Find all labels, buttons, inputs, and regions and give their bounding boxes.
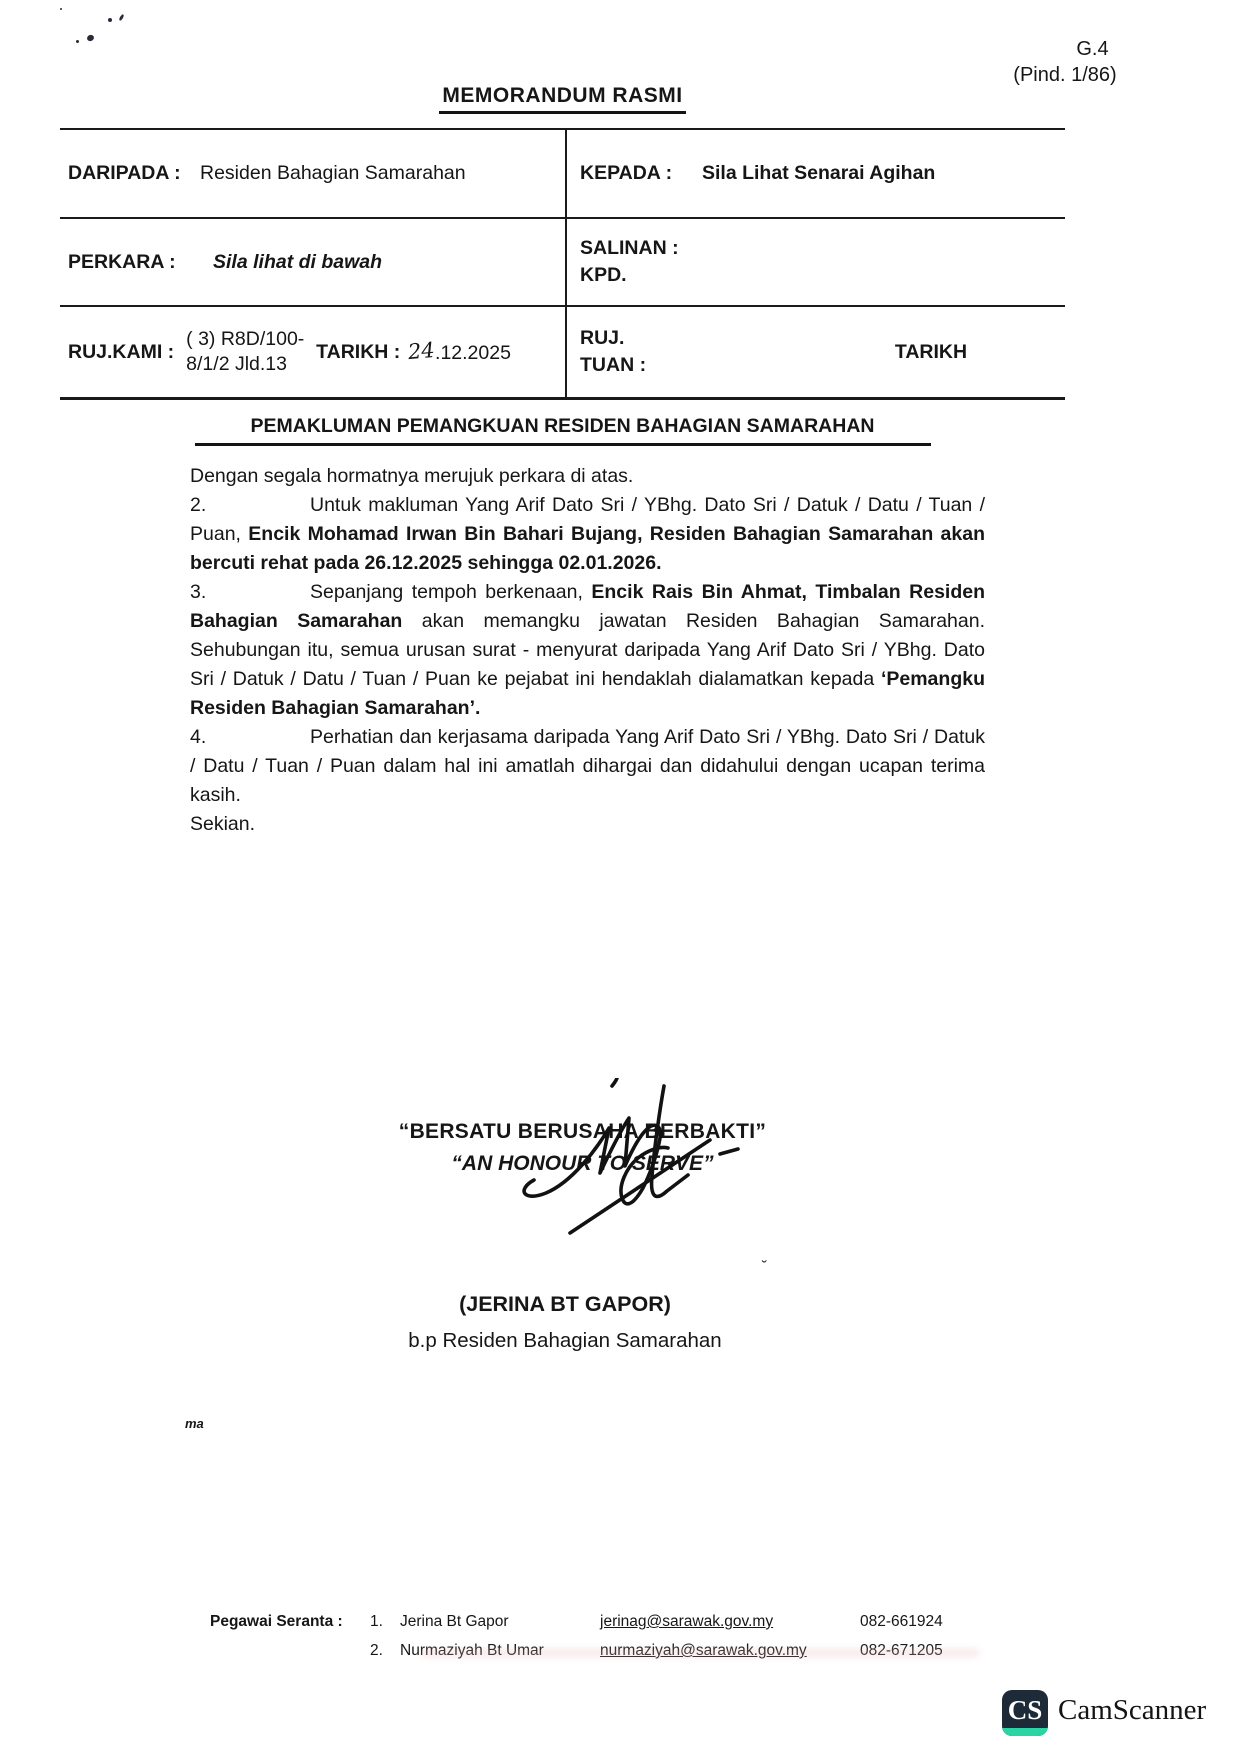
- contact-1-phone: 082-661924: [860, 1613, 943, 1630]
- paragraph-3-bold-name: Encik Rais Bin Ahmat, Timbalan Residen Bahagian Samarahan: [190, 581, 986, 632]
- contact-footer: [0, 1610, 1240, 1680]
- kepada-value: Sila Lihat Senarai Agihan: [702, 162, 936, 184]
- daripada-label: DARIPADA :: [68, 162, 181, 184]
- signatory-behalf: b.p Residen Bahagian Samarahan: [408, 1329, 722, 1352]
- scan-speck: [108, 18, 112, 22]
- form-code-block: [990, 36, 1140, 88]
- paragraph-2: [190, 491, 985, 578]
- paragraph-4-text: Perhatian dan kerjasama daripada Yang Arif Dato Sri / YBhg. Dato Sri / Datuk / Datu / Tuan / Puan dalam hal ini amatlah dihargai dan didahului dengan ucapan terima kasih.: [190, 726, 985, 806]
- camscanner-icon-accent: [1002, 1728, 1048, 1736]
- handwritten-signature: [512, 1078, 747, 1246]
- contact-1-number: 1.: [370, 1613, 383, 1630]
- paragraph-2-number: 2.: [190, 494, 207, 516]
- salinan-value: KPD.: [580, 264, 627, 286]
- paragraph-3-number: 3.: [190, 581, 207, 603]
- closing-line: Sekian.: [190, 813, 256, 835]
- daripada-value: Residen Bahagian Samarahan: [200, 162, 466, 184]
- kepada-cell: [565, 130, 1065, 217]
- tarikh-right-label: TARIKH: [894, 340, 968, 363]
- ruj-tuan-line1: RUJ.: [580, 327, 625, 349]
- memo-body: [190, 462, 985, 839]
- paragraph-2-bold-text: Encik Mohamad Irwan Bin Bahari Bujang, Residen Bahagian Samarahan akan bercuti rehat pada 26.12.2025 sehingga 02.01.2026.: [190, 523, 985, 574]
- paragraph-3: [190, 578, 985, 723]
- scan-speck: [86, 34, 95, 42]
- scan-speck: [76, 40, 79, 43]
- tarikh-day-handwritten: 24: [407, 337, 436, 364]
- scan-smudge: [420, 1648, 980, 1658]
- typist-initials: ma: [185, 1416, 204, 1431]
- subject-heading: PEMAKLUMAN PEMANGKUAN RESIDEN BAHAGIAN SAMARAHAN: [195, 415, 931, 446]
- camscanner-icon: [1002, 1690, 1048, 1736]
- form-revision: (Pind. 1/86): [1013, 64, 1117, 86]
- ruj-tuan-line2: TUAN :: [580, 354, 647, 376]
- paragraph-intro-text: Dengan segala hormatnya merujuk perkara di atas.: [190, 465, 634, 487]
- contact-2-number: 2.: [370, 1642, 383, 1659]
- document-title-wrap: [60, 84, 1065, 114]
- salinan-cell: [565, 217, 1065, 305]
- contact-1-email: jerinag@sarawak.gov.my: [600, 1613, 774, 1630]
- paragraph-3-bold-title: ‘Pemangku Residen Bahagian Samarahan’.: [190, 668, 985, 719]
- motto-line-1: “BERSATU BERUSAHA BERBAKTI”: [398, 1120, 767, 1143]
- camscanner-icon-text: CS: [1007, 1695, 1043, 1725]
- paragraph-2-text: Untuk makluman Yang Arif Dato Sri / YBhg. Dato Sri / Datuk / Datu / Tuan / Puan,: [190, 494, 985, 545]
- subject-heading-wrap: [60, 415, 1065, 446]
- memo-header-table: [60, 128, 1065, 400]
- contact-1-name: Jerina Bt Gapor: [400, 1613, 509, 1630]
- contact-2-email: nurmaziyah@sarawak.gov.my: [600, 1642, 807, 1659]
- motto-line-2: “AN HONOUR TO SERVE”: [451, 1152, 714, 1175]
- scan-mark: ˘: [762, 1258, 767, 1275]
- paragraph-3-text-1: Sepanjang tempoh berkenaan,: [310, 581, 592, 603]
- contact-2-name: Nurmaziyah Bt Umar: [400, 1642, 544, 1659]
- scan-speck: [60, 8, 62, 10]
- ruj-kami-cell: [60, 305, 565, 397]
- kepada-label: KEPADA :: [580, 162, 673, 184]
- ruj-kami-label: RUJ.KAMI :: [68, 340, 175, 363]
- scan-speck: [118, 14, 124, 22]
- ruj-kami-ref-line1: ( 3) R8D/100-: [186, 328, 305, 350]
- ruj-kami-ref-line2: 8/1/2 Jld.13: [186, 353, 287, 375]
- paragraph-3-text-2: akan memangku jawatan Residen Bahagian Samarahan. Sehubungan itu, semua urusan surat - menyurat daripada Yang Arif Dato Sri / YBhg. Dato Sri / Datuk / Datu / Tuan / Puan ke pejabat ini hendaklah dialamatkan kepada: [190, 610, 985, 690]
- tarikh-label: TARIKH :: [316, 340, 401, 363]
- ruj-tuan-cell: [565, 305, 1065, 397]
- form-code: G.4: [1076, 38, 1109, 60]
- paragraph-4-number: 4.: [190, 726, 207, 748]
- paragraph-4: [190, 723, 985, 810]
- document-title: MEMORANDUM RASMI: [439, 84, 685, 114]
- perkara-cell: [60, 217, 565, 305]
- tarikh-value: [407, 337, 511, 365]
- pegawai-seranta-label: Pegawai Seranta :: [210, 1613, 343, 1630]
- perkara-label: PERKARA :: [68, 250, 176, 273]
- perkara-value: Sila lihat di bawah: [213, 250, 383, 273]
- salinan-label: SALINAN :: [580, 237, 679, 259]
- contact-2-phone: 082-671205: [860, 1642, 943, 1659]
- daripada-cell: [60, 130, 565, 217]
- paragraph-intro: [190, 462, 985, 491]
- tarikh-rest: .12.2025: [435, 341, 511, 364]
- signatory-name: (JERINA BT GAPOR): [459, 1292, 671, 1316]
- camscanner-label: CamScanner: [1058, 1694, 1207, 1726]
